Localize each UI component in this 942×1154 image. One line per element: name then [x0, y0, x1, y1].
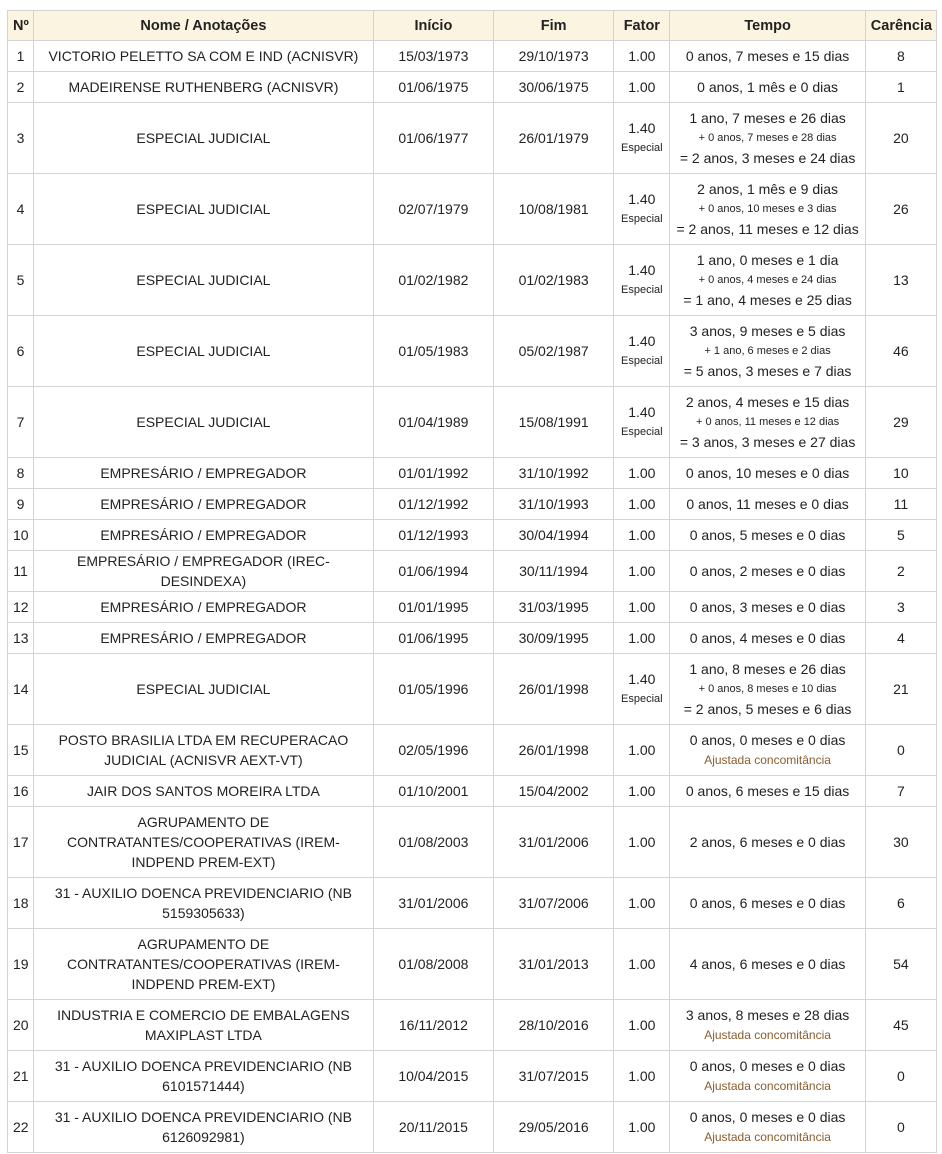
header-inicio: Início — [373, 11, 493, 41]
table-row — [8, 174, 937, 245]
table-row — [8, 1102, 937, 1153]
cell-numero: 16 — [8, 776, 34, 807]
cell-nome: EMPRESÁRIO / EMPREGADOR — [34, 592, 374, 623]
cell-tempo — [670, 1051, 865, 1102]
cell-inicio: 01/06/1995 — [373, 623, 493, 654]
cell-fim: 31/03/1995 — [494, 592, 614, 623]
table-row — [8, 387, 937, 458]
fator-note: Especial — [621, 284, 663, 296]
cell-tempo — [670, 520, 865, 551]
header-tempo: Tempo — [670, 11, 865, 41]
table-row — [8, 929, 937, 1000]
cell-carencia: 8 — [865, 41, 936, 72]
cell-fator — [614, 878, 670, 929]
cell-numero: 7 — [8, 387, 34, 458]
tempo-value: 0 anos, 3 meses e 0 dias — [689, 599, 846, 615]
cell-tempo — [670, 458, 865, 489]
cell-fim: 31/10/1993 — [494, 489, 614, 520]
tempo-value: 3 anos, 8 meses e 28 dias — [685, 1007, 850, 1023]
cell-fim: 15/04/2002 — [494, 776, 614, 807]
cell-tempo — [670, 725, 865, 776]
table-row — [8, 654, 937, 725]
table-row — [8, 103, 937, 174]
fator-value: 1.40 — [628, 333, 656, 349]
table-row — [8, 520, 937, 551]
cell-carencia: 5 — [865, 520, 936, 551]
tempo-value: 1 ano, 0 meses e 1 dia — [696, 252, 839, 268]
cell-numero: 5 — [8, 245, 34, 316]
cell-inicio: 01/01/1995 — [373, 592, 493, 623]
cell-carencia: 21 — [865, 654, 936, 725]
cell-carencia: 29 — [865, 387, 936, 458]
cell-inicio: 16/11/2012 — [373, 1000, 493, 1051]
tempo-value: 0 anos, 0 meses e 0 dias — [689, 1058, 846, 1074]
tempo-acrescimo: + 0 anos, 11 meses e 12 dias — [695, 416, 840, 428]
cell-nome: VICTORIO PELETTO SA COM E IND (ACNISVR) — [34, 41, 374, 72]
cell-numero: 21 — [8, 1051, 34, 1102]
cell-fator — [614, 592, 670, 623]
cell-carencia: 30 — [865, 807, 936, 878]
cell-tempo — [670, 807, 865, 878]
fator-note: Especial — [621, 693, 663, 705]
cell-inicio: 01/10/2001 — [373, 776, 493, 807]
cell-nome: ESPECIAL JUDICIAL — [34, 387, 374, 458]
cell-numero: 20 — [8, 1000, 34, 1051]
cell-nome: AGRUPAMENTO DE CONTRATANTES/COOPERATIVAS (IREM-INDPEND PREM-EXT) — [34, 807, 374, 878]
table-body — [8, 41, 937, 1153]
cell-fator — [614, 654, 670, 725]
cell-carencia: 45 — [865, 1000, 936, 1051]
cell-numero: 9 — [8, 489, 34, 520]
fator-value: 1.40 — [628, 671, 656, 687]
table-row — [8, 1000, 937, 1051]
cell-nome: ESPECIAL JUDICIAL — [34, 316, 374, 387]
cell-fator — [614, 520, 670, 551]
tempo-value: 3 anos, 9 meses e 5 dias — [689, 323, 846, 339]
cell-tempo — [670, 1102, 865, 1153]
cell-tempo — [670, 878, 865, 929]
tempo-acrescimo: + 0 anos, 7 meses e 28 dias — [698, 132, 837, 144]
tempo-acrescimo: + 0 anos, 10 meses e 3 dias — [698, 203, 837, 215]
cell-carencia: 1 — [865, 72, 936, 103]
cell-fator — [614, 1051, 670, 1102]
tempo-total: = 5 anos, 3 meses e 7 dias — [683, 363, 852, 379]
header-fim: Fim — [494, 11, 614, 41]
cell-tempo — [670, 654, 865, 725]
cell-tempo — [670, 1000, 865, 1051]
fator-value: 1.00 — [628, 630, 656, 646]
cell-fator — [614, 623, 670, 654]
cell-fator — [614, 551, 670, 592]
cell-tempo — [670, 489, 865, 520]
cell-fator — [614, 929, 670, 1000]
cell-inicio: 01/08/2008 — [373, 929, 493, 1000]
cell-tempo — [670, 929, 865, 1000]
tempo-value: 4 anos, 6 meses e 0 dias — [689, 956, 846, 972]
table-row — [8, 623, 937, 654]
cell-nome: ESPECIAL JUDICIAL — [34, 174, 374, 245]
cell-numero: 18 — [8, 878, 34, 929]
cell-nome: ESPECIAL JUDICIAL — [34, 245, 374, 316]
cell-tempo — [670, 72, 865, 103]
table-row — [8, 725, 937, 776]
cell-fim: 31/01/2006 — [494, 807, 614, 878]
header-nome-anotacoes: Nome / Anotações — [34, 11, 374, 41]
cell-fator — [614, 245, 670, 316]
cell-numero: 13 — [8, 623, 34, 654]
fator-value: 1.40 — [628, 404, 656, 420]
tempo-value: 0 anos, 7 meses e 15 dias — [685, 48, 850, 64]
cell-carencia: 4 — [865, 623, 936, 654]
tempo-value: 0 anos, 2 meses e 0 dias — [689, 563, 846, 579]
tempo-value: 0 anos, 4 meses e 0 dias — [689, 630, 846, 646]
fator-value: 1.00 — [628, 1068, 656, 1084]
cell-fator — [614, 72, 670, 103]
table-row — [8, 72, 937, 103]
cell-fator — [614, 387, 670, 458]
cell-fator — [614, 41, 670, 72]
periods-table-container — [7, 10, 937, 1153]
tempo-total: = 1 ano, 4 meses e 25 dias — [683, 292, 852, 308]
cell-inicio: 01/06/1975 — [373, 72, 493, 103]
cell-fim: 15/08/1991 — [494, 387, 614, 458]
fator-value: 1.00 — [628, 895, 656, 911]
fator-value: 1.00 — [628, 79, 656, 95]
cell-inicio: 01/12/1992 — [373, 489, 493, 520]
cell-carencia: 11 — [865, 489, 936, 520]
cell-nome: JAIR DOS SANTOS MOREIRA LTDA — [34, 776, 374, 807]
fator-value: 1.00 — [628, 496, 656, 512]
cell-fim: 29/10/1973 — [494, 41, 614, 72]
tempo-note: Ajustada concomitância — [704, 753, 831, 767]
cell-fim: 31/01/2013 — [494, 929, 614, 1000]
cell-fim: 31/10/1992 — [494, 458, 614, 489]
cell-fim: 05/02/1987 — [494, 316, 614, 387]
cell-tempo — [670, 387, 865, 458]
cell-nome: EMPRESÁRIO / EMPREGADOR — [34, 489, 374, 520]
cell-carencia: 0 — [865, 1051, 936, 1102]
cell-carencia: 46 — [865, 316, 936, 387]
cell-fator — [614, 316, 670, 387]
table-row — [8, 592, 937, 623]
tempo-value: 1 ano, 7 meses e 26 dias — [689, 110, 846, 126]
cell-numero: 15 — [8, 725, 34, 776]
header-numero: Nº — [8, 11, 34, 41]
cell-inicio: 10/04/2015 — [373, 1051, 493, 1102]
table-row — [8, 41, 937, 72]
table-header — [8, 11, 937, 41]
table-row — [8, 551, 937, 592]
cell-numero: 6 — [8, 316, 34, 387]
cell-inicio: 01/04/1989 — [373, 387, 493, 458]
fator-value: 1.00 — [628, 1017, 656, 1033]
tempo-note: Ajustada concomitância — [704, 1130, 831, 1144]
fator-value: 1.00 — [628, 956, 656, 972]
tempo-value: 0 anos, 1 mês e 0 dias — [697, 79, 839, 95]
cell-carencia: 2 — [865, 551, 936, 592]
cell-fator — [614, 725, 670, 776]
header-fator: Fator — [614, 11, 670, 41]
cell-numero: 14 — [8, 654, 34, 725]
cell-inicio: 02/05/1996 — [373, 725, 493, 776]
fator-value: 1.00 — [628, 1119, 656, 1135]
cell-nome: 31 - AUXILIO DOENCA PREVIDENCIARIO (NB 6101571444) — [34, 1051, 374, 1102]
cell-nome: ESPECIAL JUDICIAL — [34, 654, 374, 725]
table-row — [8, 245, 937, 316]
fator-value: 1.00 — [628, 742, 656, 758]
cell-numero: 1 — [8, 41, 34, 72]
cell-nome: 31 - AUXILIO DOENCA PREVIDENCIARIO (NB 5159305633) — [34, 878, 374, 929]
cell-numero: 19 — [8, 929, 34, 1000]
table-row — [8, 1051, 937, 1102]
cell-inicio: 01/05/1996 — [373, 654, 493, 725]
fator-value: 1.00 — [628, 48, 656, 64]
fator-value: 1.00 — [628, 599, 656, 615]
cell-fator — [614, 174, 670, 245]
cell-carencia: 26 — [865, 174, 936, 245]
tempo-note: Ajustada concomitância — [704, 1079, 831, 1093]
cell-fim: 31/07/2015 — [494, 1051, 614, 1102]
tempo-acrescimo: + 1 ano, 6 meses e 2 dias — [704, 345, 831, 357]
cell-carencia: 3 — [865, 592, 936, 623]
cell-fator — [614, 807, 670, 878]
cell-fim: 01/02/1983 — [494, 245, 614, 316]
cell-fim: 30/09/1995 — [494, 623, 614, 654]
tempo-value: 0 anos, 5 meses e 0 dias — [689, 527, 846, 543]
cell-nome: INDUSTRIA E COMERCIO DE EMBALAGENS MAXIPLAST LTDA — [34, 1000, 374, 1051]
cell-fim: 30/11/1994 — [494, 551, 614, 592]
tempo-note: Ajustada concomitância — [704, 1028, 831, 1042]
cell-inicio: 02/07/1979 — [373, 174, 493, 245]
cell-inicio: 01/06/1994 — [373, 551, 493, 592]
cell-numero: 8 — [8, 458, 34, 489]
header-row — [8, 11, 937, 41]
cell-fator — [614, 103, 670, 174]
cell-inicio: 31/01/2006 — [373, 878, 493, 929]
cell-inicio: 01/02/1982 — [373, 245, 493, 316]
tempo-value: 0 anos, 6 meses e 0 dias — [689, 895, 846, 911]
tempo-value: 2 anos, 4 meses e 15 dias — [685, 394, 850, 410]
tempo-acrescimo: + 0 anos, 8 meses e 10 dias — [698, 683, 837, 695]
cell-carencia: 13 — [865, 245, 936, 316]
cell-fim: 26/01/1979 — [494, 103, 614, 174]
cell-fator — [614, 489, 670, 520]
cell-tempo — [670, 174, 865, 245]
cell-fim: 29/05/2016 — [494, 1102, 614, 1153]
cell-inicio: 01/05/1983 — [373, 316, 493, 387]
cell-numero: 22 — [8, 1102, 34, 1153]
tempo-acrescimo: + 0 anos, 4 meses e 24 dias — [698, 274, 837, 286]
cell-nome: MADEIRENSE RUTHENBERG (ACNISVR) — [34, 72, 374, 103]
fator-value: 1.00 — [628, 465, 656, 481]
fator-value: 1.00 — [628, 783, 656, 799]
cell-nome: ESPECIAL JUDICIAL — [34, 103, 374, 174]
cell-nome: AGRUPAMENTO DE CONTRATANTES/COOPERATIVAS (IREM-INDPEND PREM-EXT) — [34, 929, 374, 1000]
cell-inicio: 20/11/2015 — [373, 1102, 493, 1153]
cell-numero: 3 — [8, 103, 34, 174]
tempo-value: 0 anos, 0 meses e 0 dias — [689, 1109, 846, 1125]
fator-value: 1.40 — [628, 191, 656, 207]
tempo-value: 0 anos, 11 meses e 0 dias — [686, 496, 849, 512]
cell-nome: EMPRESÁRIO / EMPREGADOR — [34, 520, 374, 551]
cell-numero: 12 — [8, 592, 34, 623]
cell-nome: 31 - AUXILIO DOENCA PREVIDENCIARIO (NB 6126092981) — [34, 1102, 374, 1153]
cell-carencia: 20 — [865, 103, 936, 174]
cell-carencia: 0 — [865, 1102, 936, 1153]
cell-tempo — [670, 245, 865, 316]
cell-tempo — [670, 103, 865, 174]
fator-note: Especial — [621, 213, 663, 225]
cell-fim: 26/01/1998 — [494, 725, 614, 776]
table-row — [8, 489, 937, 520]
cell-fim: 30/04/1994 — [494, 520, 614, 551]
cell-numero: 17 — [8, 807, 34, 878]
cell-carencia: 0 — [865, 725, 936, 776]
contribution-periods-table — [7, 10, 937, 1153]
cell-fator — [614, 458, 670, 489]
table-row — [8, 878, 937, 929]
cell-carencia: 6 — [865, 878, 936, 929]
cell-carencia: 7 — [865, 776, 936, 807]
cell-fim: 28/10/2016 — [494, 1000, 614, 1051]
cell-inicio: 15/03/1973 — [373, 41, 493, 72]
tempo-value: 2 anos, 1 mês e 9 dias — [697, 181, 839, 197]
fator-note: Especial — [621, 142, 663, 154]
cell-fim: 30/06/1975 — [494, 72, 614, 103]
tempo-total: = 3 anos, 3 meses e 27 dias — [679, 434, 856, 450]
tempo-total: = 2 anos, 11 meses e 12 dias — [676, 221, 859, 237]
cell-inicio: 01/01/1992 — [373, 458, 493, 489]
fator-value: 1.00 — [628, 563, 656, 579]
cell-tempo — [670, 623, 865, 654]
table-row — [8, 807, 937, 878]
cell-numero: 10 — [8, 520, 34, 551]
cell-inicio: 01/12/1993 — [373, 520, 493, 551]
cell-nome: EMPRESÁRIO / EMPREGADOR — [34, 623, 374, 654]
cell-fim: 31/07/2006 — [494, 878, 614, 929]
cell-numero: 2 — [8, 72, 34, 103]
fator-value: 1.40 — [628, 120, 656, 136]
fator-value: 1.00 — [628, 527, 656, 543]
cell-inicio: 01/08/2003 — [373, 807, 493, 878]
tempo-total: = 2 anos, 3 meses e 24 dias — [679, 150, 856, 166]
cell-carencia: 10 — [865, 458, 936, 489]
cell-numero: 11 — [8, 551, 34, 592]
cell-inicio: 01/06/1977 — [373, 103, 493, 174]
cell-fim: 10/08/1981 — [494, 174, 614, 245]
header-carencia: Carência — [865, 11, 936, 41]
cell-tempo — [670, 41, 865, 72]
tempo-value: 1 ano, 8 meses e 26 dias — [689, 661, 846, 677]
table-row — [8, 316, 937, 387]
table-row — [8, 458, 937, 489]
table-row — [8, 776, 937, 807]
cell-nome: EMPRESÁRIO / EMPREGADOR (IREC-DESINDEXA) — [34, 551, 374, 592]
tempo-value: 0 anos, 6 meses e 15 dias — [685, 783, 850, 799]
cell-tempo — [670, 551, 865, 592]
fator-note: Especial — [621, 355, 663, 367]
cell-carencia: 54 — [865, 929, 936, 1000]
fator-note: Especial — [621, 426, 663, 438]
cell-tempo — [670, 316, 865, 387]
cell-fim: 26/01/1998 — [494, 654, 614, 725]
cell-fator — [614, 1000, 670, 1051]
tempo-total: = 2 anos, 5 meses e 6 dias — [683, 701, 852, 717]
tempo-value: 2 anos, 6 meses e 0 dias — [689, 834, 846, 850]
tempo-value: 0 anos, 10 meses e 0 dias — [685, 465, 850, 481]
cell-tempo — [670, 592, 865, 623]
tempo-value: 0 anos, 0 meses e 0 dias — [689, 732, 846, 748]
cell-numero: 4 — [8, 174, 34, 245]
cell-fator — [614, 776, 670, 807]
cell-nome: EMPRESÁRIO / EMPREGADOR — [34, 458, 374, 489]
cell-nome: POSTO BRASILIA LTDA EM RECUPERACAO JUDICIAL (ACNISVR AEXT-VT) — [34, 725, 374, 776]
cell-fator — [614, 1102, 670, 1153]
cell-tempo — [670, 776, 865, 807]
fator-value: 1.00 — [628, 834, 656, 850]
fator-value: 1.40 — [628, 262, 656, 278]
